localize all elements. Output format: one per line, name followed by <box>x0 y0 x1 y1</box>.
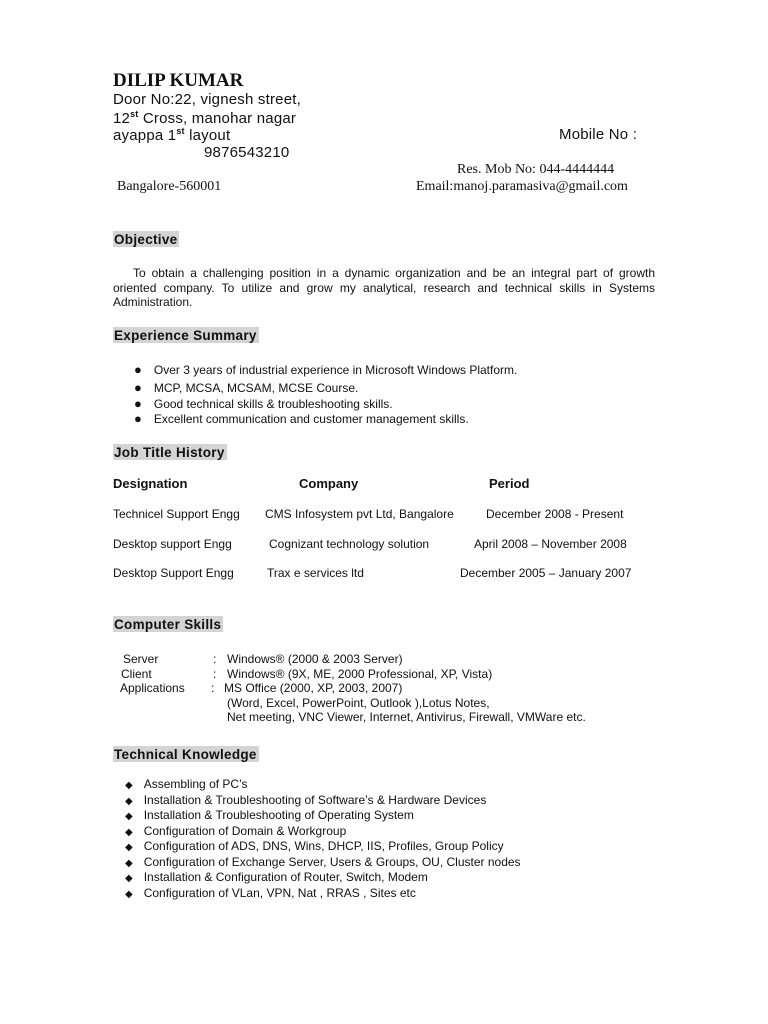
list-item: ◆ Configuration of ADS, DNS, Wins, DHCP, IIS, Profiles, Group Policy <box>125 839 504 853</box>
job-company: CMS Infosystem pvt Ltd, Bangalore <box>265 507 454 521</box>
objective-text: To obtain a challenging position in a dynamic organization and be an integral part of growth oriented company. To utilize and grow my analytical, research and technical skills in Systems Administration. <box>113 266 655 309</box>
skill-colon: : <box>213 667 217 681</box>
diamond-bullet-icon: ◆ <box>125 842 133 853</box>
list-item: ● Over 3 years of industrial experience in Microsoft Windows Platform. <box>134 362 518 377</box>
skill-label: Client <box>121 667 152 681</box>
residence-mobile: Res. Mob No: 044-4444444 <box>457 162 615 177</box>
list-item: ● Good technical skills & troubleshooting skills. <box>134 396 393 411</box>
diamond-bullet-icon: ◆ <box>125 780 133 791</box>
list-item: ◆ Configuration of Domain & Workgroup <box>125 824 347 838</box>
bullet-icon: ● <box>134 411 142 426</box>
column-header-designation: Designation <box>113 476 188 491</box>
list-item: ● Excellent communication and customer management skills. <box>134 411 469 426</box>
skill-continuation: Net meeting, VNC Viewer, Internet, Antivirus, Firewall, VMWare etc. <box>227 710 586 724</box>
column-header-period: Period <box>489 476 530 491</box>
address-line-3: ayappa 1st layout <box>113 126 231 144</box>
skill-label: Applications <box>120 681 185 695</box>
city-pincode: Bangalore-560001 <box>117 179 222 194</box>
technical-knowledge-heading: Technical Knowledge <box>114 747 257 762</box>
bullet-icon: ● <box>134 380 142 395</box>
job-designation: Desktop support Engg <box>113 537 232 551</box>
job-period: December 2008 - Present <box>486 507 624 521</box>
list-item: ◆ Installation & Troubleshooting of Software’s & Hardware Devices <box>125 793 487 807</box>
list-item: ◆ Installation & Troubleshooting of Operating System <box>125 808 414 822</box>
diamond-bullet-icon: ◆ <box>125 796 133 807</box>
email: Email:manoj.paramasiva@gmail.com <box>416 179 628 194</box>
skill-value: Windows® (9X, ME, 2000 Professional, XP, Vista) <box>227 667 493 681</box>
address-line-2: 12st Cross, manohar nagar <box>113 109 297 127</box>
skill-colon: : <box>213 652 217 666</box>
mobile-label: Mobile No : <box>559 126 638 143</box>
diamond-bullet-icon: ◆ <box>125 827 133 838</box>
skill-value: Windows® (2000 & 2003 Server) <box>227 652 403 666</box>
bullet-icon: ● <box>134 362 142 377</box>
computer-skills-heading: Computer Skills <box>114 617 222 632</box>
diamond-bullet-icon: ◆ <box>125 811 133 822</box>
job-company: Trax e services ltd <box>267 566 364 580</box>
diamond-bullet-icon: ◆ <box>125 873 133 884</box>
address-line-1: Door No:22, vignesh street, <box>113 91 301 108</box>
diamond-bullet-icon: ◆ <box>125 889 133 900</box>
mobile-number: 9876543210 <box>204 144 290 161</box>
job-period: April 2008 – November 2008 <box>474 537 627 551</box>
skill-continuation: (Word, Excel, PowerPoint, Outlook ),Lotus Notes, <box>227 696 490 710</box>
diamond-bullet-icon: ◆ <box>125 858 133 869</box>
list-item: ◆ Installation & Configuration of Router, Switch, Modem <box>125 870 428 884</box>
experience-summary-heading: Experience Summary <box>114 328 257 343</box>
list-item: ◆ Configuration of Exchange Server, Users & Groups, OU, Cluster nodes <box>125 855 521 869</box>
job-history-heading: Job Title History <box>114 445 225 460</box>
job-company: Cognizant technology solution <box>269 537 430 551</box>
candidate-name: DILIP KUMAR <box>113 70 244 91</box>
skill-value: MS Office (2000, XP, 2003, 2007) <box>224 681 403 695</box>
objective-heading: Objective <box>114 232 178 247</box>
column-header-company: Company <box>299 476 359 491</box>
job-designation: Desktop Support Engg <box>113 566 234 580</box>
skill-label: Server <box>123 652 159 666</box>
bullet-icon: ● <box>134 396 142 411</box>
list-item: ◆ Configuration of VLan, VPN, Nat , RRAS , Sites etc <box>125 886 416 900</box>
job-period: December 2005 – January 2007 <box>460 566 632 580</box>
job-designation: Technicel Support Engg <box>113 507 240 521</box>
skill-colon: : <box>211 681 215 695</box>
list-item: ◆ Assembling of PC’s <box>125 777 248 791</box>
list-item: ● MCP, MCSA, MCSAM, MCSE Course. <box>134 380 359 395</box>
